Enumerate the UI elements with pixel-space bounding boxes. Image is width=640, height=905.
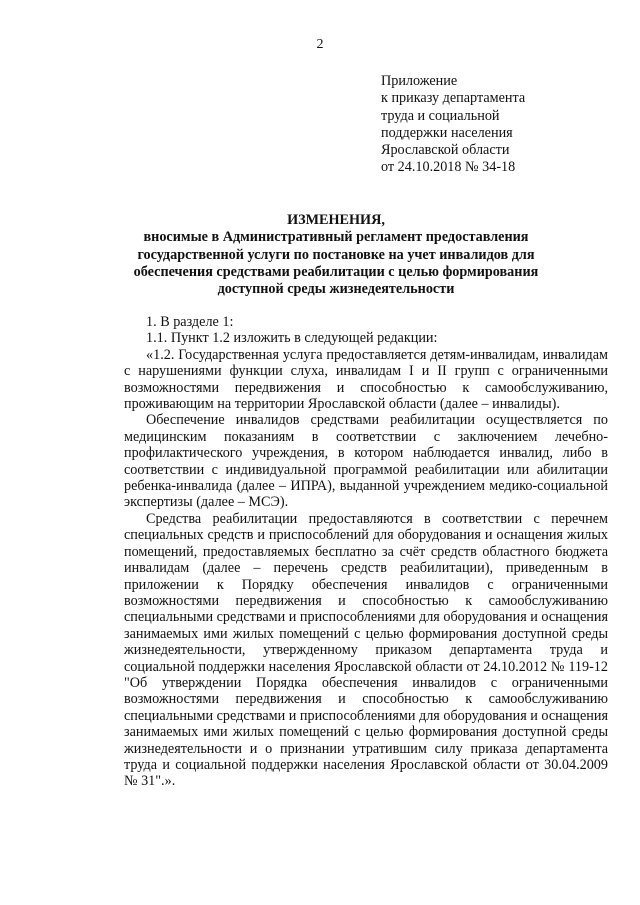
title-line: государственной услуги по постановке на учет инвалидов для bbox=[137, 246, 535, 263]
appendix-line: к приказу департамента bbox=[381, 90, 526, 107]
appendix-line: Ярославской области bbox=[381, 142, 510, 159]
document-title bbox=[120, 212, 552, 298]
title-line: доступной среды жизнедеятельности bbox=[217, 281, 455, 298]
title-line: вносимые в Административный регламент предоставления bbox=[143, 229, 529, 246]
paragraph-provision: Обеспечение инвалидов средствами реабилитации осуществляется по медицинским показаниям в соответствии с заключением лечебно-профилактического учреждения, в котором наблюдается инвалид, либо в соответствии с индивидуальной программой реабилитации или абилитации ребенка-инвалида (далее – ИПРА), выданной учреждением медико-социальной экспертизы (далее – МСЭ). bbox=[124, 412, 608, 511]
document-body bbox=[124, 314, 608, 790]
paragraph-section-1: 1. В разделе 1: bbox=[146, 314, 234, 330]
title-line: обеспечения средствами реабилитации с целью формирования bbox=[133, 263, 539, 280]
title-line: ИЗМЕНЕНИЯ, bbox=[287, 212, 385, 228]
paragraph-clause-1-2: «1.2. Государственная услуга предоставляется детям-инвалидам, инвалидам с нарушениями функции слуха, инвалидам I и II групп с ограниченными возможностями передвижения и способностью к самообслуживанию, проживающим на территории Ярославской области (далее – инвалиды). bbox=[124, 346, 608, 413]
appendix-line: труда и социальной bbox=[381, 107, 500, 124]
appendix-line: поддержки населения bbox=[381, 124, 513, 141]
appendix-block bbox=[381, 73, 631, 177]
paragraph-means-list: Средства реабилитации предоставляются в соответствии с перечнем специальных средств и приспособлений для оборудования и оснащения жилых помещений, предоставляемых бесплатно за счёт средств областного бюджета инвалидам (далее – перечень средств реабилитации), приведенным в приложении к Порядку обеспечения инвалидов с ограниченными возможностями передвижения и способностью к самообслуживанию специальными средствами и приспособлениями для оборудования и оснащения занимаемых ими жилых помещений с целью формирования доступной среды жизнедеятельности, утвержденному приказом департамента труда и социальной поддержки населения Ярославской области от 24.10.2012 № 119-12 "Об утверждении Порядка обеспечения инвалидов с ограниченными возможностями передвижения и способностью к самообслуживанию специальными средствами и приспособлениями для оборудования и оснащения занимаемых ими жилых помещений с целью формирования доступной среды жизнедеятельности и о признании утратившим силу приказа департамента труда и социальной поддержки населения Ярославской области от 30.04.2009 № 31".». bbox=[124, 510, 608, 790]
paragraph-item-1-1: 1.1. Пункт 1.2 изложить в следующей редакции: bbox=[146, 330, 438, 347]
appendix-line: от 24.10.2018 № 34-18 bbox=[381, 159, 516, 176]
page-number: 2 bbox=[316, 37, 324, 52]
appendix-line: Приложение bbox=[381, 73, 458, 89]
